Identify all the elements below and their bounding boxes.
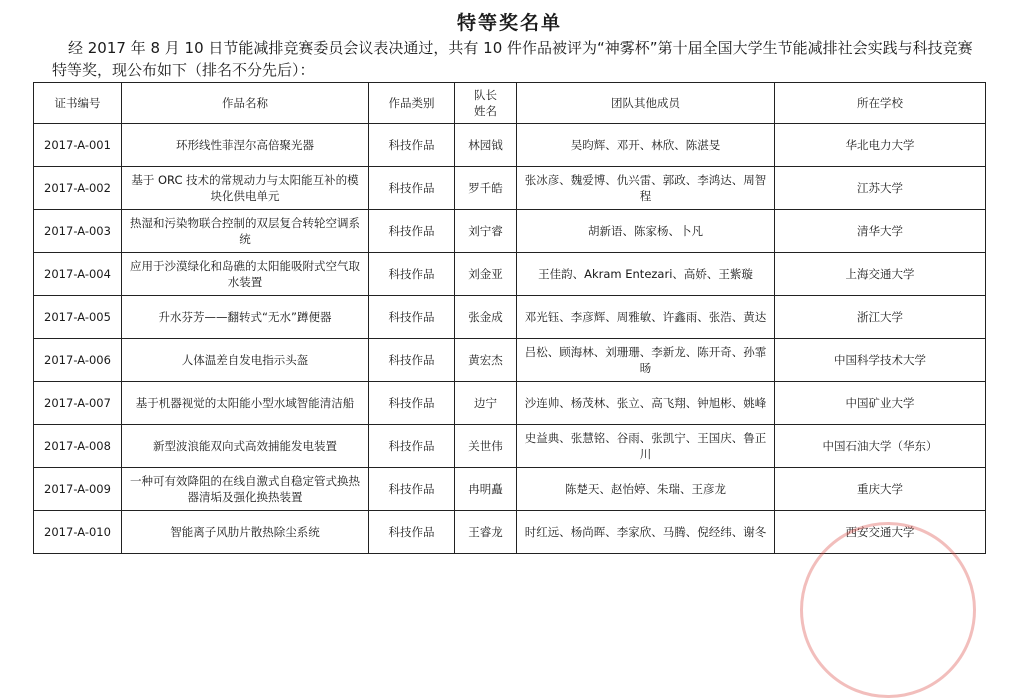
header-school: 所在学校 [775, 83, 986, 124]
cell-cert: 2017-A-006 [34, 339, 122, 382]
cell-cert: 2017-A-005 [34, 296, 122, 339]
cell-leader: 罗千皓 [455, 167, 517, 210]
cell-leader: 关世伟 [455, 425, 517, 468]
cell-category: 科技作品 [369, 425, 455, 468]
cell-category: 科技作品 [369, 253, 455, 296]
cell-name-text: 基于 ORC 技术的常规动力与太阳能互补的模块化供电单元 [131, 173, 359, 203]
cell-school: 华北电力大学 [775, 124, 986, 167]
cell-cert: 2017-A-009 [34, 468, 122, 511]
cell-name [122, 124, 369, 167]
cell-members: 吴昀辉、邓开、林欣、陈湛旻 [517, 124, 775, 167]
cell-name-text: 热湿和污染物联合控制的双层复合转轮空调系统 [130, 216, 360, 246]
cell-name-text: 基于机器视觉的太阳能小型水域智能清洁船 [135, 396, 355, 410]
cell-school: 重庆大学 [775, 468, 986, 511]
cell-category: 科技作品 [369, 468, 455, 511]
cell-members: 沙连帅、杨茂林、张立、高飞翔、钟旭彬、姚峰 [517, 382, 775, 425]
cell-leader: 林园钺 [455, 124, 517, 167]
cell-school: 江苏大学 [775, 167, 986, 210]
table-row [34, 425, 986, 468]
cell-category: 科技作品 [369, 124, 455, 167]
award-table [33, 82, 986, 554]
cell-category: 科技作品 [369, 210, 455, 253]
cell-name [122, 296, 369, 339]
cell-members: 吕松、顾海林、刘珊珊、李新龙、陈开奇、孙霏旸 [517, 339, 775, 382]
cell-cert: 2017-A-001 [34, 124, 122, 167]
cell-school: 中国科学技术大学 [775, 339, 986, 382]
cell-name-text: 一种可有效降阻的在线自激式自稳定管式换热器清垢及强化换热装置 [130, 474, 360, 504]
table-row [34, 511, 986, 554]
cell-name [122, 167, 369, 210]
cell-members: 胡新语、陈家杨、卜凡 [517, 210, 775, 253]
table-row [34, 210, 986, 253]
cell-leader: 刘金亚 [455, 253, 517, 296]
cell-members: 邓光钰、李彦辉、周雅敏、许鑫雨、张浩、黄达 [517, 296, 775, 339]
page-title: 特等奖名单 [456, 12, 562, 34]
cell-leader: 边宁 [455, 382, 517, 425]
table-row [34, 468, 986, 511]
table-row [34, 382, 986, 425]
cell-cert: 2017-A-002 [34, 167, 122, 210]
cell-members: 史益典、张慧铭、谷雨、张凯宁、王国庆、鲁正川 [517, 425, 775, 468]
cell-name [122, 339, 369, 382]
table-header-row [34, 83, 986, 124]
cell-members: 陈楚天、赵怡婷、朱瑞、王彦龙 [517, 468, 775, 511]
cell-leader: 张金成 [455, 296, 517, 339]
cell-cert: 2017-A-007 [34, 382, 122, 425]
cell-name [122, 253, 369, 296]
cell-members: 时红远、杨尚晖、李家欣、马腾、倪经纬、谢冬 [517, 511, 775, 554]
cell-name-text: 智能离子风肋片散热除尘系统 [170, 525, 320, 539]
cell-cert: 2017-A-008 [34, 425, 122, 468]
cell-cert: 2017-A-003 [34, 210, 122, 253]
cell-members: 张冰彦、魏爱博、仇兴雷、郭政、李鸿达、周智程 [517, 167, 775, 210]
cell-name-text: 新型波浪能双向式高效捕能发电装置 [153, 439, 337, 453]
cell-leader: 王睿龙 [455, 511, 517, 554]
cell-name [122, 425, 369, 468]
cell-name [122, 468, 369, 511]
cell-name-text: 人体温差自发电指示头盔 [181, 353, 309, 367]
cell-name [122, 210, 369, 253]
cell-school: 上海交通大学 [775, 253, 986, 296]
cell-name-text: 升水芬芳——翻转式“无水”蹲便器 [158, 310, 332, 324]
header-members: 团队其他成员 [517, 83, 775, 124]
table-row [34, 296, 986, 339]
cell-cert: 2017-A-004 [34, 253, 122, 296]
table-row [34, 167, 986, 210]
cell-leader: 黄宏杰 [455, 339, 517, 382]
intro-paragraph: 经 2017 年 8 月 10 日节能减排竞赛委员会议表决通过，共有 10 件作品被评为“神雾杯”第十届全国大学生节能减排社会实践与科技竞赛特等奖，现公布如下（排名不分先后）： [52, 39, 973, 79]
cell-school: 浙江大学 [775, 296, 986, 339]
cell-name-text: 应用于沙漠绿化和岛礁的太阳能吸附式空气取水装置 [130, 259, 360, 289]
cell-category: 科技作品 [369, 382, 455, 425]
cell-school: 中国矿业大学 [775, 382, 986, 425]
cell-name [122, 382, 369, 425]
cell-school: 清华大学 [775, 210, 986, 253]
table-row [34, 253, 986, 296]
header-name: 作品名称 [122, 83, 369, 124]
table-row [34, 339, 986, 382]
cell-cert: 2017-A-010 [34, 511, 122, 554]
cell-category: 科技作品 [369, 167, 455, 210]
cell-category: 科技作品 [369, 339, 455, 382]
cell-members: 王佳韵、Akram Entezari、高娇、王紫璇 [517, 253, 775, 296]
table-row [34, 124, 986, 167]
cell-name [122, 511, 369, 554]
cell-name-text: 环形线性菲涅尔高倍聚光器 [176, 138, 314, 152]
cell-leader: 刘宁睿 [455, 210, 517, 253]
cell-category: 科技作品 [369, 511, 455, 554]
header-category: 作品类别 [369, 83, 455, 124]
cell-school: 中国石油大学（华东） [775, 425, 986, 468]
header-cert: 证书编号 [34, 83, 122, 124]
cell-category: 科技作品 [369, 296, 455, 339]
cell-school: 西安交通大学 [775, 511, 986, 554]
header-leader: 队长姓名 [455, 83, 517, 124]
cell-leader: 冉明矗 [455, 468, 517, 511]
